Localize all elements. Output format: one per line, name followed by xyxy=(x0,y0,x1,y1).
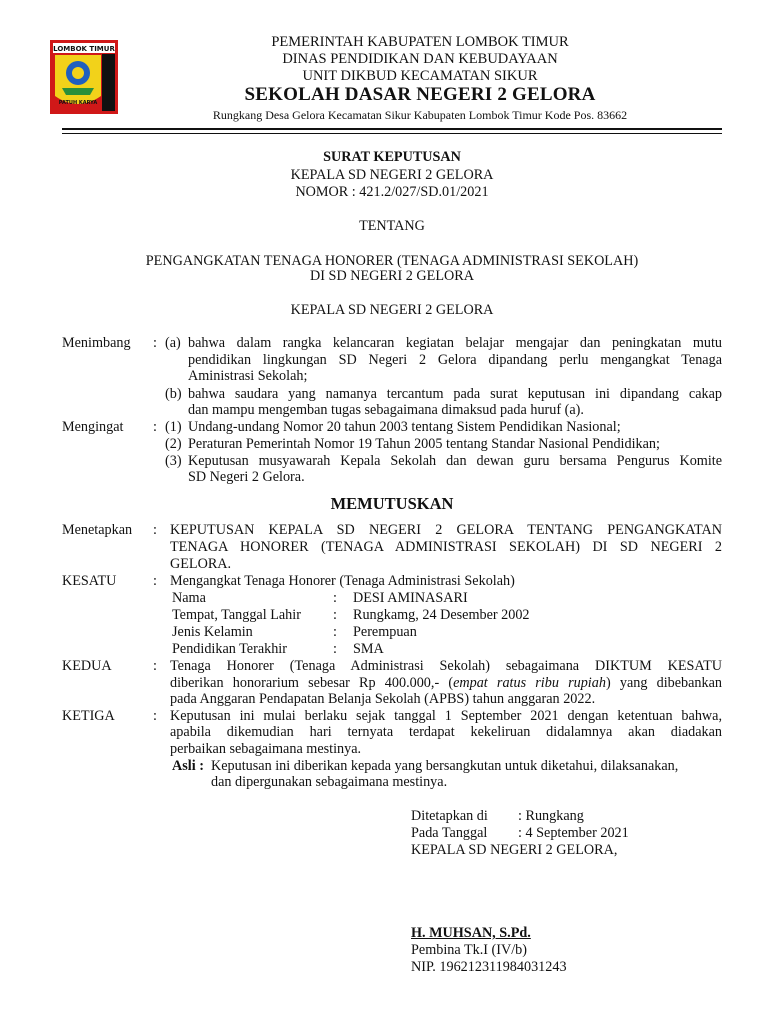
letterhead-department: DINAS PENDIDIKAN DAN KEBUDAYAAN xyxy=(282,51,558,67)
letterhead-unit: UNIT DIKBUD KECAMATAN SIKUR xyxy=(302,68,538,84)
ketiga-line-1: Keputusan ini mulai berlaku sejak tanggal 1 September 2021 dengan ketentuan bahwa, xyxy=(170,708,722,724)
logo-text-bottom: PATUH KARYA xyxy=(58,100,98,106)
menimbang-a-marker: (a) xyxy=(165,335,181,351)
signatory-title: KEPALA SD NEGERI 2 GELORA, xyxy=(411,842,618,858)
kedua-colon: : xyxy=(153,658,157,674)
menimbang-a-line-2: pendidikan lingkungan SD Negeri 2 Gelora dipandang perlu mengangkat Tenaga xyxy=(188,352,722,368)
mengingat-item-3-line-1: Keputusan musyawarah Kepala Sekolah dan dewan guru bersama Pengurus Komite xyxy=(188,453,722,469)
document-number: NOMOR : 421.2/027/SD.01/2021 xyxy=(295,184,489,200)
regency-emblem-logo xyxy=(50,40,118,114)
detail-value: Perempuan xyxy=(353,624,417,640)
letterhead-school-name: SEKOLAH DASAR NEGERI 2 GELORA xyxy=(244,84,596,105)
signatory-rank: Pembina Tk.I (IV/b) xyxy=(411,942,527,958)
mengingat-2-marker: (2) xyxy=(165,436,182,452)
detail-value: Rungkamg, 24 Desember 2002 xyxy=(353,607,530,623)
menetapkan-line-2: TENAGA HONORER (TENAGA ADMINISTRASI SEKOLAH) DI SD NEGERI 2 xyxy=(170,539,722,555)
menimbang-b-line-1: bahwa saudara yang namanya tercantum pada surat keputusan ini dipandang cakap xyxy=(188,386,722,402)
date-value: : 4 September 2021 xyxy=(518,825,629,841)
menetapkan-label: Menetapkan xyxy=(62,522,133,538)
menetapkan-line-3: GELORA. xyxy=(170,556,232,572)
document-issuer: KEPALA SD NEGERI 2 GELORA xyxy=(290,167,494,183)
detail-colon: : xyxy=(333,590,337,606)
detail-value: SMA xyxy=(353,641,384,657)
kesatu-label: KESATU xyxy=(62,573,117,589)
kedua-line-3: pada Anggaran Pendapatan Belanja Sekolah (APBS) tahun anggaran 2022. xyxy=(170,691,596,707)
kedua-line-2-end: ) yang dibebankan xyxy=(605,675,723,691)
issuer-heading: KEPALA SD NEGERI 2 GELORA xyxy=(290,302,494,318)
document-title: SURAT KEPUTUSAN xyxy=(323,149,461,165)
kedua-line-2-start: diberikan honorarium sebesar Rp 400.000,- ( xyxy=(170,675,454,691)
asli-line-1: Keputusan ini diberikan kepada yang bersangkutan untuk diketahui, dilaksanakan, xyxy=(211,758,679,774)
logo-text-top: LOMBOK TIMUR xyxy=(53,45,115,53)
kedua-line-1: Tenaga Honorer (Tenaga Administrasi Sekolah) sebagaimana DIKTUM KESATU xyxy=(170,658,722,674)
signatory-name: H. MUHSAN, S.Pd. xyxy=(411,925,531,941)
detail-value: DESI AMINASARI xyxy=(353,590,468,606)
mengingat-item-3-line-2: SD Negeri 2 Gelora. xyxy=(188,469,305,485)
letterhead-government: PEMERINTAH KABUPATEN LOMBOK TIMUR xyxy=(271,34,569,50)
detail-key: Jenis Kelamin xyxy=(172,624,253,640)
letterhead-thin-rule xyxy=(62,133,722,134)
kedua-line-2 xyxy=(170,675,722,693)
detail-colon: : xyxy=(333,607,337,623)
detail-key: Pendidikan Terakhir xyxy=(172,641,287,657)
mengingat-item-2: Peraturan Pemerintah Nomor 19 Tahun 2005 tentang Standar Nasional Pendidikan; xyxy=(188,436,660,452)
menetapkan-line-1: KEPUTUSAN KEPALA SD NEGERI 2 GELORA TENTANG PENGANGKATAN xyxy=(170,522,722,538)
detail-colon: : xyxy=(333,624,337,640)
mengingat-1-marker: (1) xyxy=(165,419,182,435)
letterhead-thick-rule xyxy=(62,128,722,130)
mengingat-3-marker: (3) xyxy=(165,453,182,469)
honorarium-in-words: empat ratus ribu rupiah xyxy=(453,675,606,691)
menimbang-label: Menimbang xyxy=(62,335,131,351)
menimbang-colon: : xyxy=(153,335,157,351)
ketiga-colon: : xyxy=(153,708,157,724)
kedua-label: KEDUA xyxy=(62,658,112,674)
place-label: Ditetapkan di xyxy=(411,808,488,824)
asli-label: Asli : xyxy=(172,758,204,774)
ketiga-label: KETIGA xyxy=(62,708,115,724)
detail-colon: : xyxy=(333,641,337,657)
subject-line-2: DI SD NEGERI 2 GELORA xyxy=(310,268,474,284)
subject-line-1: PENGANGKATAN TENAGA HONORER (TENAGA ADMINISTRASI SEKOLAH) xyxy=(145,253,639,269)
detail-key: Tempat, Tanggal Lahir xyxy=(172,607,301,623)
kesatu-colon: : xyxy=(153,573,157,589)
menimbang-a-line-3: Aministrasi Sekolah; xyxy=(188,368,308,384)
mengingat-label: Mengingat xyxy=(62,419,124,435)
kesatu-intro: Mengangkat Tenaga Honorer (Tenaga Administrasi Sekolah) xyxy=(170,573,515,589)
menimbang-b-marker: (b) xyxy=(165,386,182,402)
about-label: TENTANG xyxy=(359,218,425,234)
mengingat-item-1: Undang-undang Nomor 20 tahun 2003 tentang Sistem Pendidikan Nasional; xyxy=(188,419,621,435)
memutuskan-heading: MEMUTUSKAN xyxy=(330,494,454,513)
menimbang-a-line-1: bahwa dalam rangka kelancaran kegiatan belajar mengajar dan peningkatan mutu xyxy=(188,335,722,351)
menetapkan-colon: : xyxy=(153,522,157,538)
letterhead-address: Rungkang Desa Gelora Kecamatan Sikur Kabupaten Lombok Timur Kode Pos. 83662 xyxy=(212,108,628,122)
date-label: Pada Tanggal xyxy=(411,825,488,841)
signatory-nip: NIP. 196212311984031243 xyxy=(411,959,567,975)
mengingat-colon: : xyxy=(153,419,157,435)
asli-line-2: dan dipergunakan sebagaimana mestinya. xyxy=(211,774,448,790)
ketiga-line-2: apabila dikemudian hari ternyata terdapat kekeliruan didalamnya akan diadakan xyxy=(170,724,722,740)
menimbang-b-line-2: dan mampu mengemban tugas sebagaimana dimaksud pada huruf (a). xyxy=(188,402,584,418)
ketiga-line-3: perbaikan sebagaimana mestinya. xyxy=(170,741,362,757)
place-value: : Rungkang xyxy=(518,808,584,824)
detail-key: Nama xyxy=(172,590,206,606)
